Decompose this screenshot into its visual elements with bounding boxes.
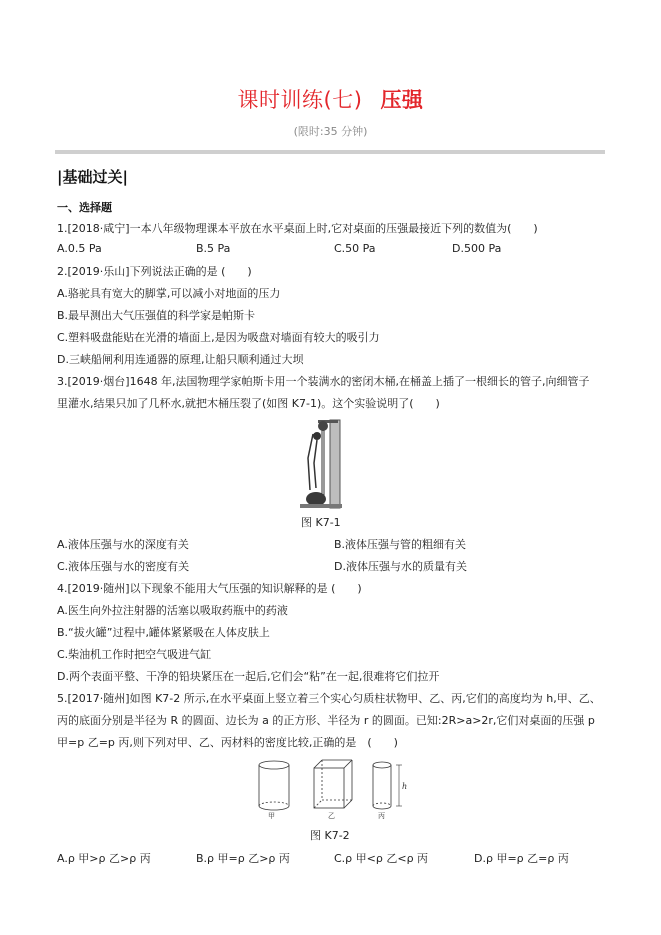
figure-pascal-barrel (296, 418, 346, 510)
section-subheading: 一、选择题 (57, 201, 112, 214)
height-label: h (402, 782, 408, 791)
title-lesson: 课时训练(七) (237, 88, 363, 112)
q2-option-d: D.三峡船闸利用连通器的原理,让船只顺利通过大坝 (57, 353, 304, 366)
q1-option-d: D.500 Pa (452, 242, 502, 255)
q5-option-b: B.ρ 甲=ρ 乙>ρ 丙 (196, 852, 290, 865)
prism-yi (314, 760, 352, 808)
q4-option-c: C.柴油机工作时把空气吸进气缸 (57, 648, 212, 661)
q4-stem: 4.[2019·随州]以下现象不能用大气压强的知识解释的是 ( ) (57, 582, 362, 595)
q1-option-a: A.0.5 Pa (57, 242, 102, 255)
q4-option-d: D.两个表面平整、干净的铅块紧压在一起后,它们会“粘”在一起,很难将它们拉开 (57, 670, 440, 683)
q1-option-c: C.50 Pa (334, 242, 376, 255)
page-title (0, 84, 661, 114)
q5-option-d: D.ρ 甲=ρ 乙=ρ 丙 (474, 852, 569, 865)
q3-option-a: A.液体压强与水的深度有关 (57, 538, 189, 551)
figure-k7-2-caption: 图 K7-2 (310, 829, 350, 842)
title-topic: 压强 (380, 88, 424, 112)
q5-option-a: A.ρ 甲>ρ 乙>ρ 丙 (57, 852, 151, 865)
q3-option-c: C.液体压强与水的密度有关 (57, 560, 190, 573)
label-yi: 乙 (328, 812, 335, 820)
label-bing: 丙 (378, 812, 385, 820)
q5-stem-line2: 丙的底面分别是半径为 R 的圆面、边长为 a 的正方形、半径为 r 的圆面。已知:2R>a>2r,它们对桌面的压强 p (57, 714, 595, 727)
q3-stem-line2: 里灌水,结果只加了几杯水,就把木桶压裂了(如图 K7-1)。这个实验说明了( ) (57, 397, 440, 410)
cylinder-bing (373, 762, 391, 809)
q2-option-b: B.最早测出大气压强值的科学家是帕斯卡 (57, 309, 256, 322)
q3-option-d: D.液体压强与水的质量有关 (334, 560, 467, 573)
q4-option-b: B.“拔火罐”过程中,罐体紧紧吸在人体皮肤上 (57, 626, 270, 639)
q1-stem: 1.[2018·咸宁]一本八年级物理课本平放在水平桌面上时,它对桌面的压强最接近下列的数值为( ) (57, 222, 538, 235)
q2-stem: 2.[2019·乐山]下列说法正确的是 ( ) (57, 265, 252, 278)
section-heading: |基础过关| (57, 168, 128, 186)
time-limit: (限时:35 分钟) (293, 125, 368, 138)
figure-k7-1-caption: 图 K7-1 (301, 516, 341, 529)
q2-option-a: A.骆驼具有宽大的脚掌,可以减小对地面的压力 (57, 287, 281, 300)
q5-option-c: C.ρ 甲<ρ 乙<ρ 丙 (334, 852, 429, 865)
q3-option-b: B.液体压强与管的粗细有关 (334, 538, 467, 551)
header-divider (55, 150, 605, 154)
q3-stem-line1: 3.[2019·烟台]1648 年,法国物理学家帕斯卡用一个装满水的密闭木桶,在桶盖上插了一根细长的管子,向细管子 (57, 375, 590, 388)
cylinder-jia (259, 761, 289, 810)
q5-stem-line3: 甲=p 乙=p 丙,则下列对甲、乙、丙材料的密度比较,正确的是 ( ) (57, 736, 398, 749)
label-jia: 甲 (268, 812, 275, 820)
q4-option-a: A.医生向外拉注射器的活塞以吸取药瓶中的药液 (57, 604, 288, 617)
q5-stem-line1: 5.[2017·随州]如图 K7-2 所示,在水平桌面上竖立着三个实心匀质柱状物甲、乙、丙,它们的高度均为 h,甲、乙、 (57, 692, 601, 705)
q2-option-c: C.塑料吸盘能贴在光滑的墙面上,是因为吸盘对墙面有较大的吸引力 (57, 331, 380, 344)
q1-option-b: B.5 Pa (196, 242, 231, 255)
figure-three-solids (252, 756, 410, 820)
